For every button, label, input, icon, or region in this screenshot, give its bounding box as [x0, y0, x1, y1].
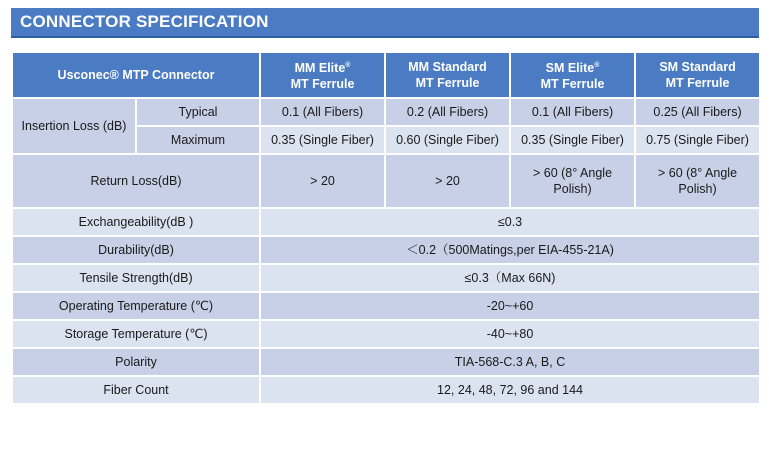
table-cell: 0.60 (Single Fiber) [385, 126, 510, 154]
table-cell: > 60 (8° Angle Polish) [510, 154, 635, 208]
header-line2: MT Ferrule [540, 77, 605, 91]
table-row [12, 348, 760, 376]
row-label: Polarity [12, 348, 260, 376]
row-value: TIA-568-C.3 A, B, C [260, 348, 760, 376]
registered-mark: ® [594, 62, 600, 69]
header-line1: MM Elite [294, 61, 346, 75]
table-row-return-loss [12, 154, 760, 208]
table-cell: > 20 [385, 154, 510, 208]
row-label: Durability(dB) [12, 236, 260, 264]
row-value: -20~+60 [260, 292, 760, 320]
header-line1: MM Standard [408, 60, 487, 74]
header-mm-standard [385, 52, 510, 98]
maximum-label: Maximum [136, 126, 260, 154]
table-cell: 0.1 (All Fibers) [260, 98, 385, 126]
table-row [12, 236, 760, 264]
table-row-insertion-typical [12, 98, 760, 126]
table-cell: 0.35 (Single Fiber) [510, 126, 635, 154]
return-loss-label: Return Loss(dB) [12, 154, 260, 208]
row-label: Tensile Strength(dB) [12, 264, 260, 292]
row-value: -40~+80 [260, 320, 760, 348]
row-label: Storage Temperature (℃) [12, 320, 260, 348]
table-row [12, 208, 760, 236]
header-line1: SM Standard [659, 60, 736, 74]
connector-spec-table [11, 51, 761, 405]
table-row [12, 292, 760, 320]
row-label: Exchangeability(dB ) [12, 208, 260, 236]
row-value: ≤0.3 [260, 208, 760, 236]
table-row [12, 376, 760, 404]
typical-label: Typical [136, 98, 260, 126]
table-row [12, 264, 760, 292]
section-title: CONNECTOR SPECIFICATION [20, 12, 269, 31]
section-title-bar [11, 8, 759, 38]
table-cell: 0.25 (All Fibers) [635, 98, 760, 126]
table-row [12, 320, 760, 348]
table-header-row [12, 52, 760, 98]
header-line2: MT Ferrule [290, 77, 355, 91]
header-line1: SM Elite [545, 61, 595, 75]
header-sm-elite [510, 52, 635, 98]
insertion-loss-label: Insertion Loss (dB) [12, 98, 136, 154]
table-cell: > 60 (8° Angle Polish) [635, 154, 760, 208]
table-cell: 0.75 (Single Fiber) [635, 126, 760, 154]
row-label: Operating Temperature (℃) [12, 292, 260, 320]
row-label: Fiber Count [12, 376, 260, 404]
header-mm-elite [260, 52, 385, 98]
table-cell: > 20 [260, 154, 385, 208]
table-cell: 0.2 (All Fibers) [385, 98, 510, 126]
header-sm-standard [635, 52, 760, 98]
table-cell: 0.1 (All Fibers) [510, 98, 635, 126]
header-connector: Usconec® MTP Connector [12, 52, 260, 98]
header-line2: MT Ferrule [665, 76, 730, 90]
header-line2: MT Ferrule [415, 76, 480, 90]
row-value: 12, 24, 48, 72, 96 and 144 [260, 376, 760, 404]
table-cell: 0.35 (Single Fiber) [260, 126, 385, 154]
row-value: ＜0.2（500Matings,per EIA-455-21A) [260, 236, 760, 264]
row-value: ≤0.3（Max 66N) [260, 264, 760, 292]
registered-mark: ® [345, 62, 351, 69]
